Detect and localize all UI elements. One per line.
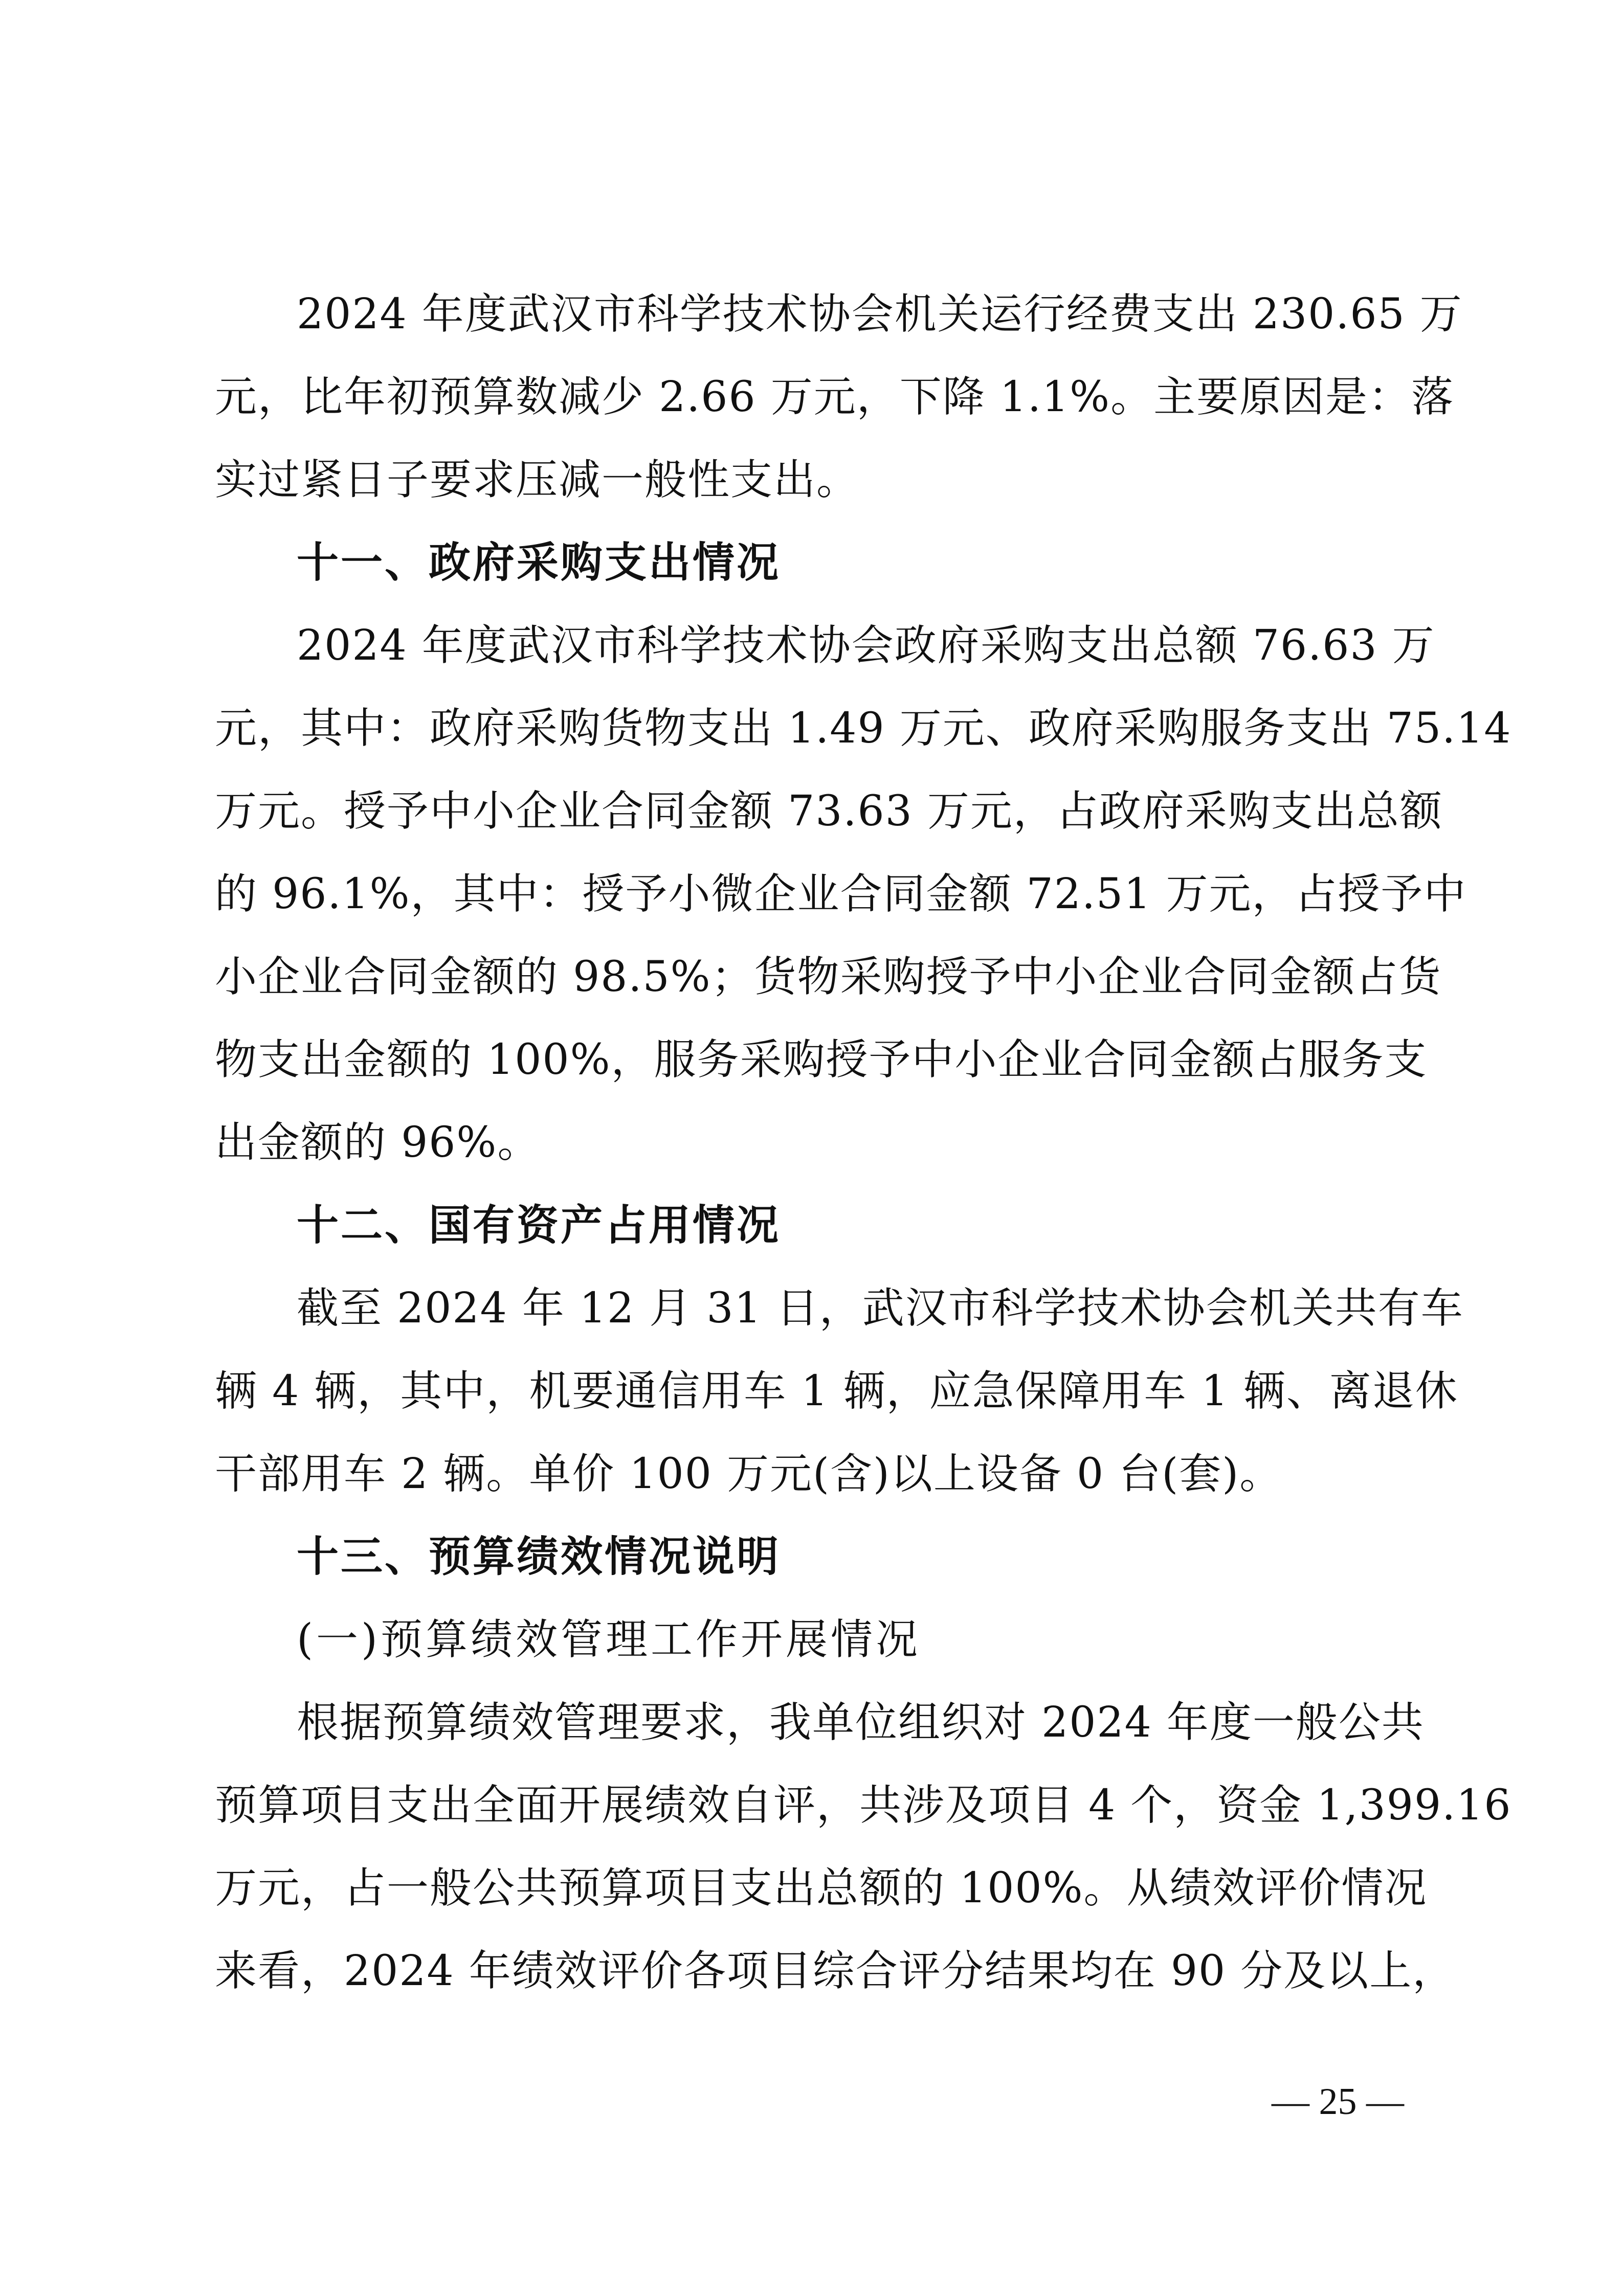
paragraph-line: 万元。授予中小企业合同金额 73.63 万元，占政府采购支出总额: [215, 787, 1443, 836]
page-number: — 25 —: [1272, 2081, 1404, 2123]
paragraph-line: 干部用车 2 辆。单价 100 万元(含)以上设备 0 台(套)。: [215, 1450, 1283, 1498]
paragraph-line: 根据预算绩效管理要求，我单位组织对 2024 年度一般公共: [297, 1698, 1425, 1747]
paragraph-line: 2024 年度武汉市科学技术协会机关运行经费支出 230.65 万: [297, 290, 1463, 339]
paragraph-line: 元，其中：政府采购货物支出 1.49 万元、政府采购服务支出 75.14: [215, 704, 1512, 753]
paragraph-line: 辆 4 辆，其中，机要通信用车 1 辆，应急保障用车 1 辆、离退休: [215, 1367, 1458, 1415]
paragraph-line: 实过紧日子要求压减一般性支出。: [215, 456, 860, 504]
paragraph-line: 小企业合同金额的 98.5%；货物采购授予中小企业合同金额占货: [215, 953, 1442, 1001]
paragraph-line: 预算项目支出全面开展绩效自评，共涉及项目 4 个，资金 1,399.16: [215, 1781, 1512, 1830]
section-heading: 十三、预算绩效情况说明: [297, 1533, 781, 1581]
paragraph-line: 来看，2024 年绩效评价各项目综合评分结果均在 90 分及以上，: [215, 1947, 1456, 1995]
paragraph-line: 出金额的 96%。: [215, 1118, 541, 1167]
paragraph-line: 截至 2024 年 12 月 31 日，武汉市科学技术协会机关共有车: [297, 1284, 1464, 1333]
paragraph-line: 2024 年度武汉市科学技术协会政府采购支出总额 76.63 万: [297, 621, 1435, 670]
paragraph-line: 万元，占一般公共预算项目支出总额的 100%。从绩效评价情况: [215, 1864, 1428, 1912]
paragraph-line: 元，比年初预算数减少 2.66 万元，下降 1.1%。主要原因是：落: [215, 373, 1455, 421]
paragraph-line: 物支出金额的 100%，服务采购授予中小企业合同金额占服务支: [215, 1036, 1428, 1084]
subsection-heading: (一)预算绩效管理工作开展情况: [297, 1615, 921, 1664]
section-heading: 十一、政府采购支出情况: [297, 538, 781, 587]
paragraph-line: 的 96.1%，其中：授予小微企业合同金额 72.51 万元，占授予中: [215, 870, 1467, 918]
section-heading: 十二、国有资产占用情况: [297, 1201, 781, 1250]
